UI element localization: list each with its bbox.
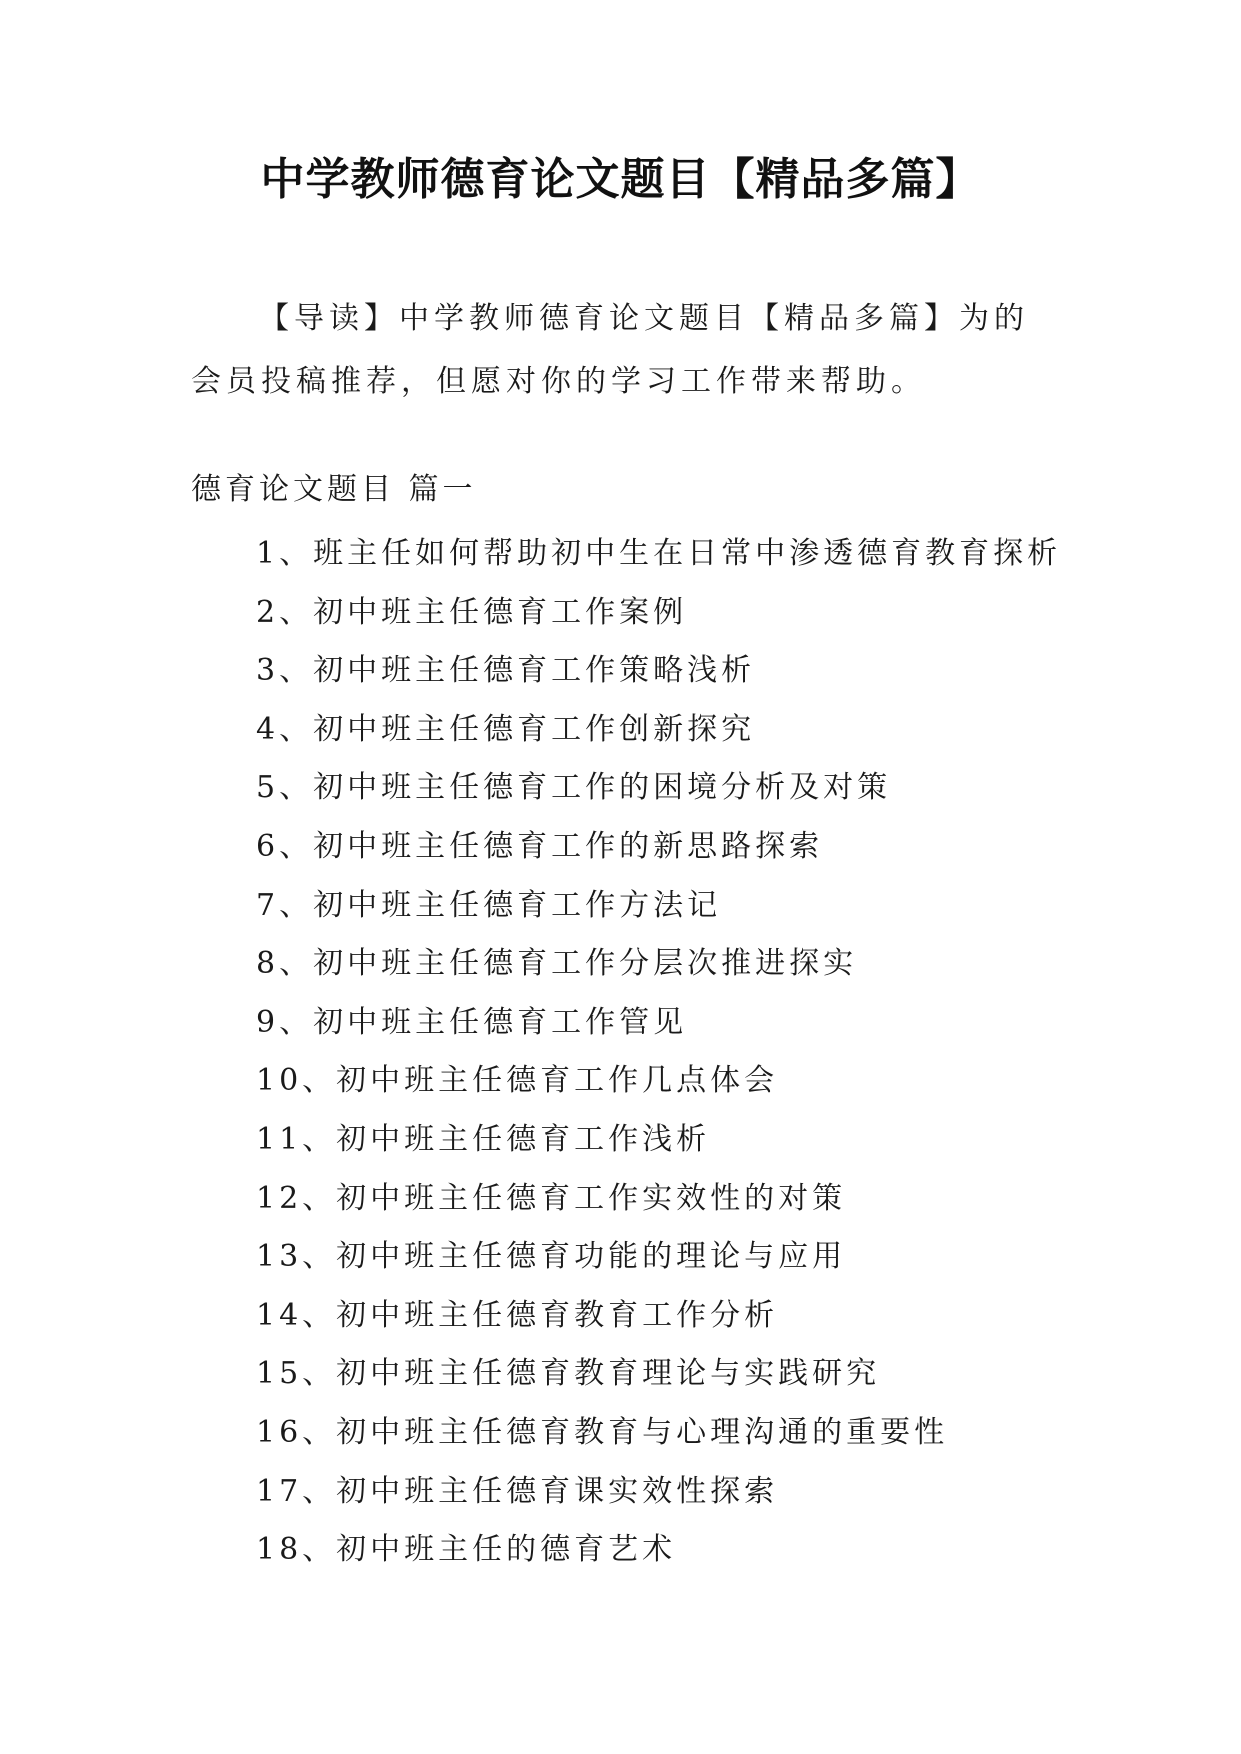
list-item: 7、初中班主任德育工作方法记 <box>256 887 722 923</box>
list-item: 12、初中班主任德育工作实效性的对策 <box>256 1180 847 1216</box>
document-title: 中学教师德育论文题目【精品多篇】 <box>260 154 981 205</box>
list-item: 8、初中班主任德育工作分层次推进探实 <box>256 946 858 982</box>
list-item: 18、初中班主任的德育艺术 <box>256 1532 677 1568</box>
list-item: 1、班主任如何帮助初中生在日常中渗透德育教育探析 <box>256 536 1062 571</box>
list-item: 3、初中班主任德育工作策略浅析 <box>256 653 756 689</box>
list-item: 4、初中班主任德育工作创新探究 <box>256 711 756 747</box>
list-item: 14、初中班主任德育教育工作分析 <box>256 1297 779 1333</box>
list-item: 5、初中班主任德育工作的困境分析及对策 <box>256 770 892 806</box>
list-item: 17、初中班主任德育课实效性探索 <box>256 1473 779 1509</box>
list-item: 16、初中班主任德育教育与心理沟通的重要性 <box>256 1414 949 1450</box>
section-heading: 德育论文题目 篇一 <box>191 472 477 507</box>
topic-list <box>256 525 1076 1580</box>
list-item: 11、初中班主任德育工作浅析 <box>256 1121 711 1157</box>
list-item: 10、初中班主任德育工作几点体会 <box>256 1063 779 1099</box>
list-item: 9、初中班主任德育工作管见 <box>256 1004 688 1040</box>
list-item: 15、初中班主任德育教育理论与实践研究 <box>256 1356 881 1392</box>
list-item: 13、初中班主任德育功能的理论与应用 <box>256 1239 847 1275</box>
list-item: 6、初中班主任德育工作的新思路探索 <box>256 828 824 864</box>
intro-paragraph: 【导读】中学教师德育论文题目【精品多篇】为的会员投稿推荐，但愿对你的学习工作带来帮助。 <box>191 301 1029 399</box>
list-item: 2、初中班主任德育工作案例 <box>256 594 688 630</box>
